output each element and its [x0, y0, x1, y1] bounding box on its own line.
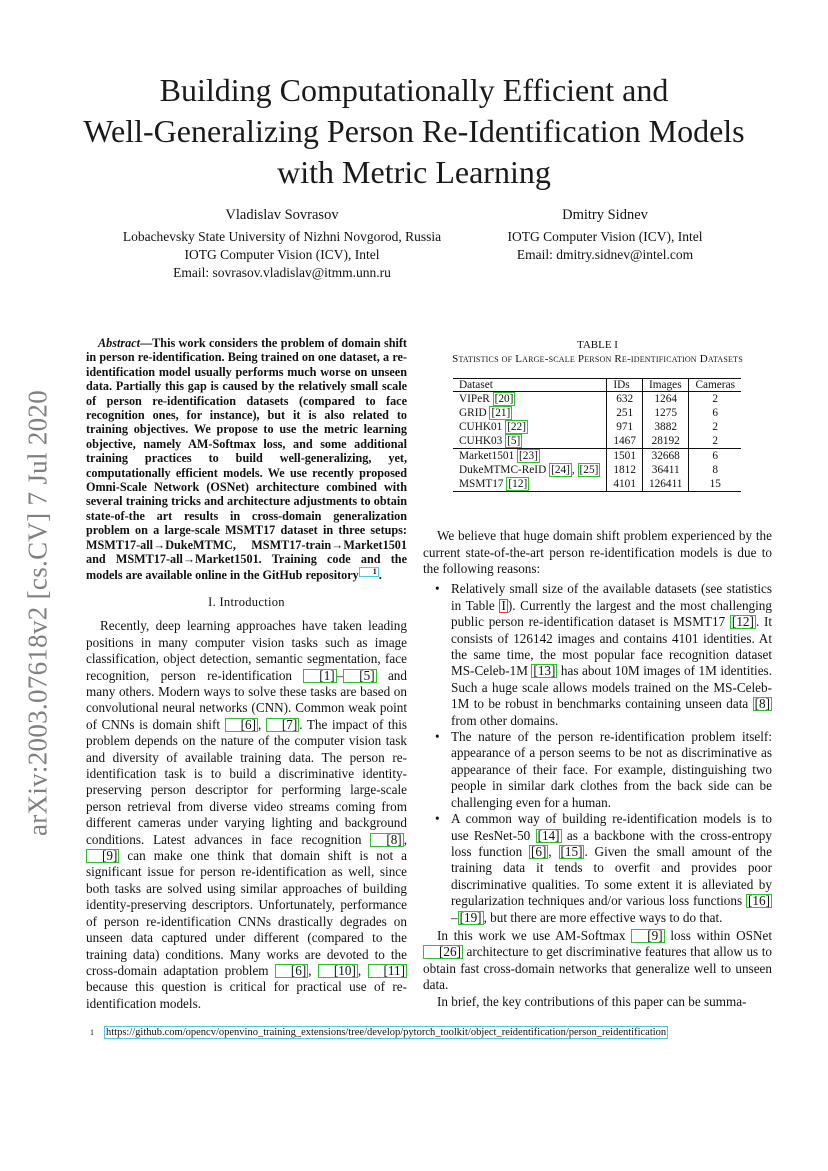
table-label: TABLE I	[577, 339, 618, 351]
table-cell-cameras: 2	[689, 434, 741, 449]
table-cell-dataset	[453, 406, 607, 420]
author-name: Dmitry Sidnev	[562, 207, 648, 223]
citation-link[interactable]: [15]	[560, 843, 583, 859]
arxiv-stamp	[4, 378, 72, 848]
author-email[interactable]: Email: dmitry.sidnev@intel.com	[516, 247, 694, 262]
list-item	[423, 581, 772, 729]
table-cell-cameras: 8	[689, 463, 741, 477]
dataset-name: GRID	[459, 407, 490, 420]
table-cell-dataset	[453, 420, 607, 434]
paragraph: In brief, the key contributions of this paper can be summa-	[437, 993, 747, 1009]
table-cell-ids: 4101	[607, 477, 643, 492]
citation-link[interactable]: [11]	[368, 964, 407, 978]
table-cell-images: 36411	[642, 463, 688, 477]
table-cell-cameras: 6	[689, 406, 741, 420]
table-cell-images: 3882	[642, 420, 688, 434]
text: because this question is critical for practical use of re-identification models.	[86, 979, 407, 1011]
table-header-cell: IDs	[607, 379, 643, 392]
table-header-row	[453, 379, 741, 392]
citation-link[interactable]: [22]	[507, 421, 526, 434]
paper-title	[0, 70, 828, 193]
dataset-name: DukeMTMC-ReID	[459, 464, 550, 477]
list-item: • The nature of the person re-identification problem itself: appearance of a person seems to be not as discriminative as appearance of their face. For example, distinguishing two people in similar dark clothes from the back side can be challenging even for a human.	[423, 729, 772, 811]
table-cell-images: 126411	[642, 477, 688, 492]
text: has about 10M images of 1M identities. Such a huge scale allows models trained on the MS-Celeb-1M to be robust in benchmarks containing unseen data	[451, 663, 772, 712]
table-cell-dataset	[453, 477, 607, 492]
text: –	[451, 909, 458, 925]
footnote-number: 1	[90, 1028, 94, 1038]
table-row	[453, 477, 741, 492]
citation-link[interactable]: [6]	[275, 964, 308, 978]
table-cell-ids: 251	[607, 406, 643, 420]
abstract-text: This work considers the problem of domain shift in person re-identification. Being trained on one dataset, a re-identification model usually performs much worse on unseen data. Partially this gap is caused by the relatively small scale of person re-identification datasets (compared to face recognition ones, for instance), but it is also related to training objectives. We propose to use the metric learning objective, namely AM-Softmax loss, and some additional training practices to build well-generalizing, yet, computationally efficient models. We use recently proposed Omni-Scale Network (OSNet) architecture combined with several training tricks and architecture adjustments to obtain state-of-the art results in cross-domain generalization problem on a large-scale MSMT17 dataset in three setups: MSMT17-all→DukeMTMC, MSMT17-train→Market1501 and MSMT17-all→Market1501. Training code and the models are available online in the GitHub repository	[86, 336, 407, 582]
citation-link[interactable]: [6]	[531, 843, 547, 859]
text: . The impact of this problem depends on the nature of the computer vision task and diversity of available training data. The person re-identification task is to build a discriminative identity-preserving person descriptor for performing large-scale person retrieval from diverse video streams coming from different cameras under varying lighting and background conditions. Latest advances in face recognition	[86, 716, 407, 847]
table-header-cell: Cameras	[689, 379, 741, 392]
citation-link[interactable]: [10]	[318, 964, 358, 978]
footnote-marker[interactable]: 1	[359, 567, 379, 577]
citation-link[interactable]: [1]	[303, 669, 336, 683]
abstract	[86, 336, 407, 582]
table-row	[453, 434, 741, 449]
citation-link[interactable]: [26]	[423, 945, 463, 959]
citation-link[interactable]: [8]	[754, 696, 770, 712]
table-cell-ids: 632	[607, 392, 643, 407]
table-cell-cameras: 6	[689, 449, 741, 464]
text: ,	[308, 962, 318, 978]
text: Relatively small size of the available datasets (see statistics in Table	[451, 581, 772, 613]
section-heading-introduction: I. Introduction	[208, 594, 285, 609]
author-affiliation: IOTG Computer Vision (ICV), Intel	[184, 247, 380, 262]
intro-paragraph	[86, 618, 407, 1012]
citation-link[interactable]: [12]	[731, 614, 754, 630]
table-cell-images: 1275	[642, 406, 688, 420]
table-cell-ids: 1467	[607, 434, 643, 449]
citation-link[interactable]: [12]	[508, 478, 528, 491]
dataset-name: CUHK03	[459, 435, 506, 448]
footnote-url-link[interactable]: https://github.com/opencv/openvino_training_extensions/tree/develop/pytorch_toolkit/object_reidentification/person_reidentification	[106, 1027, 667, 1039]
abstract-dash: —	[139, 336, 153, 350]
table-header-cell: Dataset	[453, 379, 607, 392]
author-affiliation: Lobachevsky State University of Nizhni Novgorod, Russia	[122, 229, 442, 244]
text: Recently, deep learning approaches have taken leading positions in many computer vision tasks such as image classification, object detection, semantic segmentation, face recognition, person re-identification	[86, 618, 407, 683]
dataset-name: Market1501	[459, 450, 518, 463]
table-row	[453, 392, 741, 407]
text: ,	[357, 962, 368, 978]
text: –	[336, 667, 344, 683]
table-row	[453, 420, 741, 434]
table-cell-ids: 1501	[607, 449, 643, 464]
text: loss within OSNet	[664, 927, 773, 943]
paragraph: We believe that huge domain shift problem experienced by the current state-of-the-art person re-identification models is due to the following reasons:	[423, 528, 772, 577]
table-cell-ids: 971	[607, 420, 643, 434]
citation-link[interactable]: [23]	[519, 450, 538, 463]
citation-link[interactable]: [6]	[225, 718, 258, 732]
text: can make one think that domain shift is not a significant issue for person re-identification as well, since both tasks are solved using similar approaches of building identity-preserving descriptors. Unfortunately, performance of person re-identification CNNs drastically degrades on unseen data captured under different (compared to the training data) conditions. Many works are devoted to the cross-domain adaptation problem	[86, 848, 407, 978]
citation-link[interactable]: [21]	[491, 407, 511, 420]
right-column	[423, 338, 772, 1010]
right-body-text	[423, 528, 772, 1010]
citation-link[interactable]: [13]	[533, 663, 556, 679]
citation-link[interactable]: [20]	[494, 393, 514, 406]
citation-link[interactable]: [9]	[86, 849, 119, 863]
text: ,	[403, 831, 407, 847]
citation-link[interactable]: [5]	[343, 669, 376, 683]
text: ,	[548, 843, 559, 859]
table-cell-cameras: 2	[689, 392, 741, 407]
citation-link[interactable]: [19]	[459, 909, 482, 925]
dataset-name: MSMT17	[459, 478, 507, 491]
citation-link[interactable]: [14]	[537, 827, 560, 843]
author-name: Vladislav Sovrasov	[225, 207, 339, 223]
table-cell-dataset	[453, 434, 607, 449]
author-affiliation: IOTG Computer Vision (ICV), Intel	[507, 229, 703, 244]
table-title: Statistics of Large-scale Person Re-identification Datasets	[452, 353, 743, 365]
citation-link[interactable]: [24]	[551, 464, 570, 477]
text: In this work we use AM-Softmax	[437, 927, 632, 943]
text: architecture to get discriminative features that allow us to obtain fast cross-domain networks that generalize well to unseen data.	[423, 944, 772, 993]
author-block-1	[100, 206, 464, 282]
text: A common way of building re-identification models is to use ResNet-50	[451, 811, 772, 843]
abstract-end: .	[378, 567, 382, 582]
footnote	[86, 1026, 667, 1040]
abstract-label: Abstract	[98, 336, 140, 350]
title-line-3: with Metric Learning	[277, 154, 551, 190]
table-cell-ids: 1812	[607, 463, 643, 477]
arxiv-id: arXiv:2003.07618v2 [cs.CV] 7 Jul 2020	[22, 389, 53, 837]
text: as a backbone with the cross-entropy loss function	[451, 827, 772, 859]
dataset-name: VIPeR	[459, 393, 493, 406]
dataset-name: CUHK01	[459, 421, 506, 434]
author-block-2	[490, 206, 720, 264]
text: , but there are more effective ways to do that.	[483, 909, 723, 925]
table-cell-dataset	[453, 449, 607, 464]
citation-link[interactable]: [9]	[631, 929, 664, 943]
citation-link[interactable]: [5]	[507, 435, 521, 448]
table-header-cell: Images	[642, 379, 688, 392]
table-cell-cameras: 15	[689, 477, 741, 492]
table-cell-images: 28192	[642, 434, 688, 449]
table-reference-link[interactable]: I	[501, 597, 506, 613]
table-cell-dataset	[453, 392, 607, 407]
table-row	[453, 406, 741, 420]
table-cell-images: 1264	[642, 392, 688, 407]
title-line-1: Building Computationally Efficient and	[159, 72, 669, 108]
text: . Given the small amount of the training data it tends to overfit and provides poor discriminative qualities. To some extent it is alleviated by regularization techniques and/or various loss functions	[451, 843, 772, 909]
table-cell-cameras: 2	[689, 420, 741, 434]
table-row	[453, 449, 741, 464]
table-row	[453, 463, 741, 477]
reasons-list	[423, 581, 772, 926]
paragraph	[423, 928, 772, 994]
table-cell-dataset: DukeMTMC-ReID [24] , [25]	[459, 464, 599, 477]
citation-link[interactable]: [7]	[266, 718, 299, 732]
citation-link[interactable]: [8]	[370, 833, 403, 847]
list-item	[423, 811, 772, 926]
text: from other domains.	[451, 712, 559, 728]
citation-link[interactable]: [25]	[579, 464, 599, 477]
dataset-statistics-table	[453, 378, 741, 492]
text: ). Currently the largest and the most challenging public person re-identification dataset is MSMT17	[451, 597, 772, 630]
table-cell-images: 32668	[642, 449, 688, 464]
table-caption	[423, 338, 772, 366]
text: and many others. Modern ways to solve these tasks are based on convolutional neural networks (CNN). Common weak point of CNNs is domain shift	[86, 667, 407, 732]
citation-link[interactable]: [16]	[748, 893, 770, 909]
text: . It consists of 126142 images and contains 4101 identities. At the same time, the most popular face recognition dataset MS-Celeb-1M	[451, 614, 772, 679]
author-email[interactable]: Email: sovrasov.vladislav@itmm.unn.ru	[173, 265, 391, 280]
text: ,	[257, 716, 266, 732]
title-line-2: Well-Generalizing Person Re-Identification Models	[83, 113, 745, 149]
